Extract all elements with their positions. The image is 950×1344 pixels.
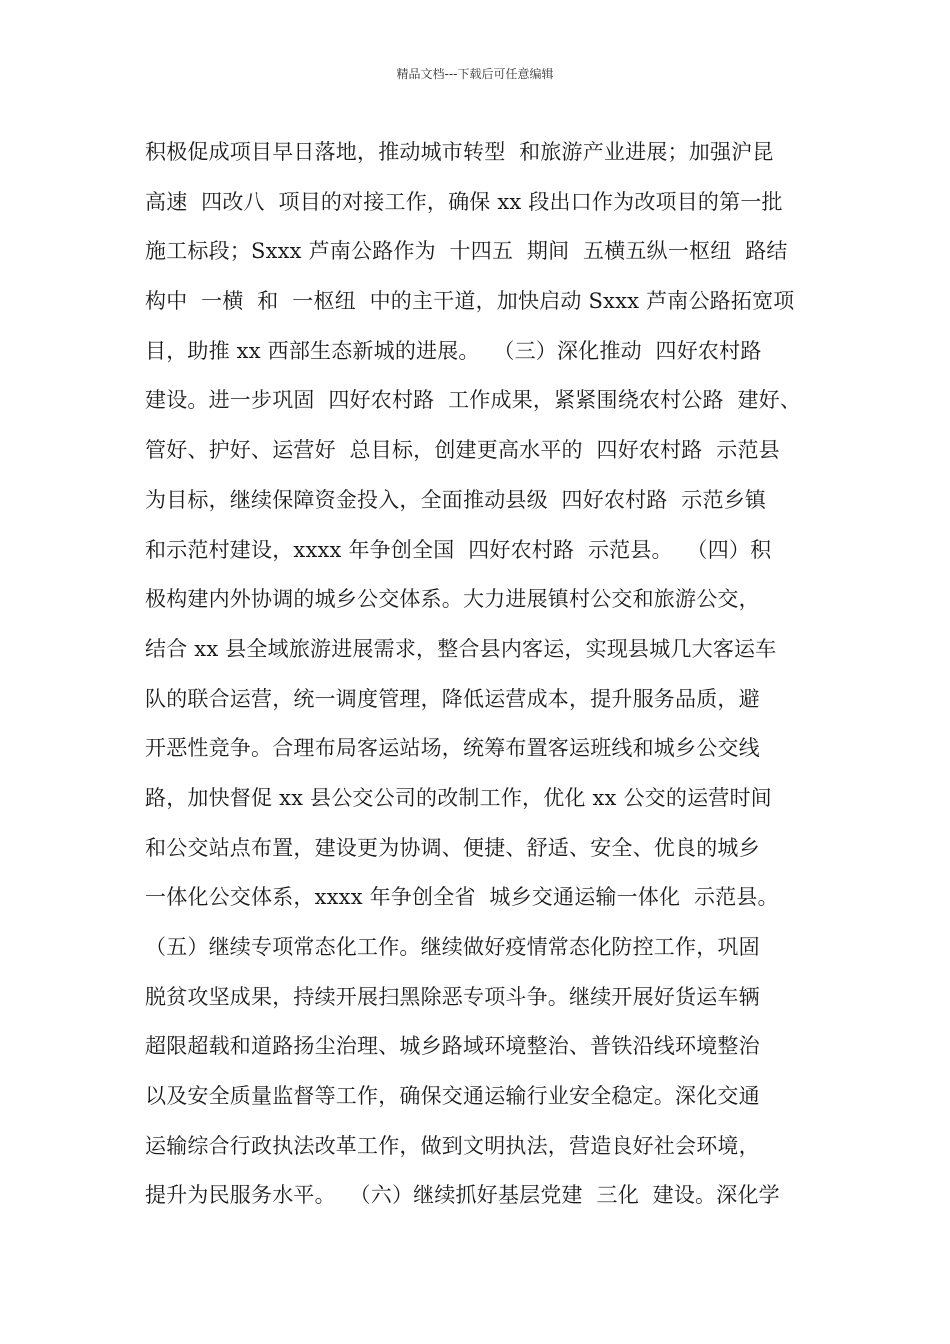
text-line: 积极促成项目早日落地，推动城市转型 和旅游产业进展；加强沪昆 [145, 140, 774, 164]
text-line: 提升为民服务水平。 （六）继续抓好基层党建 三化 建设。深化学 [145, 1183, 780, 1208]
text-line: 构中 一横 和 一枢纽 中的主干道，加快启动 Sxxx 芦南公路拓宽项 [145, 289, 795, 314]
text-line: 运输综合行政执法改革工作，做到文明执法，营造良好社会环境， [145, 1133, 760, 1158]
text-line: 路，加快督促 xx 县公交公司的改制工作，优化 xx 公交的运营时间 [145, 785, 772, 810]
text-line: 结合 xx 县全域旅游进展需求，整合县内客运，实现县城几大客运车 [145, 636, 777, 661]
text-line: 极构建内外协调的城乡公交体系。大力进展镇村公交和旅游公交， [145, 587, 760, 612]
text-line: 高速 四改八 项目的对接工作，确保 xx 段出口作为改项目的第一批 [145, 189, 783, 214]
text-line: （五）继续专项常态化工作。继续做好疫情常态化防控工作，巩固 [145, 935, 760, 959]
text-line: 队的联合运营，统一调度管理，降低运营成本，提升服务品质，避 [145, 686, 760, 711]
page-header: 精品文档---下载后可任意编辑 [396, 67, 554, 81]
text-line: 建设。进一步巩固 四好农村路 工作成果，紧紧围绕农村公路 建好、 [145, 388, 802, 413]
text-line: 为目标，继续保障资金投入，全面推动县级 四好农村路 示范乡镇 [145, 487, 767, 512]
text-line: 管好、护好、运营好 总目标，创建更高水平的 四好农村路 示范县 [145, 438, 780, 463]
text-line: 一体化公交体系，xxxx 年争创全省 城乡交通运输一体化 示范县。 [145, 885, 779, 910]
text-line: 和公交站点布置，建设更为协调、便捷、舒适、安全、优良的城乡 [145, 835, 760, 860]
text-line: 以及安全质量监督等工作，确保交通运输行业安全稳定。深化交通 [145, 1084, 760, 1109]
text-line: 脱贫攻坚成果，持续开展扫黑除恶专项斗争。继续开展好货运车辆 [145, 984, 760, 1009]
text-line: 和示范村建设，xxxx 年争创全国 四好农村路 示范县。 （四）积 [145, 537, 772, 562]
text-line: 施工标段；Sxxx 芦南公路作为 十四五 期间 五横五纵一枢纽 路结 [145, 239, 788, 264]
text-line: 超限超载和道路扬尘治理、城乡路域环境整治、普铁沿线环境整治 [145, 1034, 760, 1059]
text-line: 目，助推 xx 西部生态新城的进展。 （三）深化推动 四好农村路 [145, 338, 762, 363]
body-text [145, 128, 815, 1221]
text-line: 开恶性竞争。合理布局客运站场，统筹布置客运班线和城乡公交线 [145, 736, 760, 761]
